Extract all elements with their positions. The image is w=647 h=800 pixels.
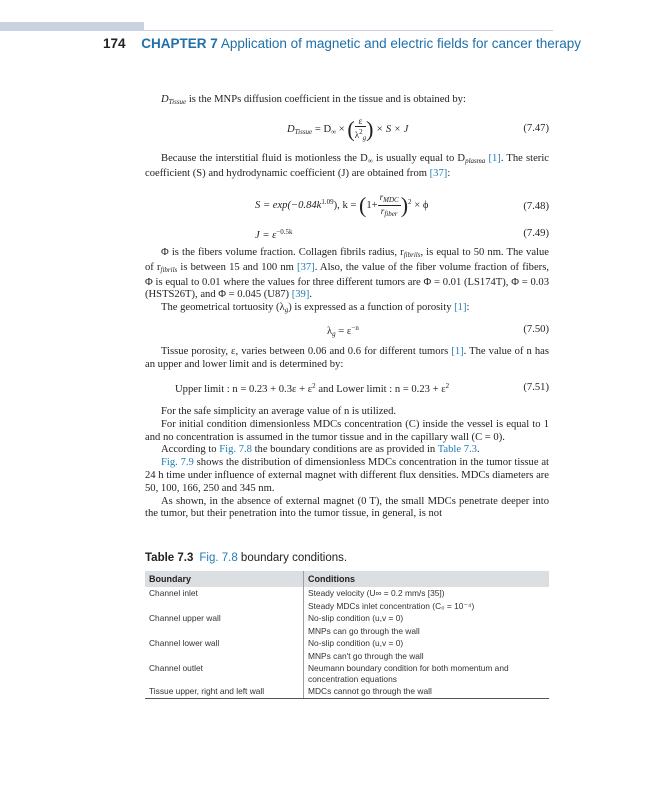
- ref-link[interactable]: [1]: [488, 153, 501, 164]
- table-row: [145, 662, 549, 685]
- table-row: [145, 650, 549, 663]
- equation-label: (7.51): [523, 382, 549, 393]
- ref-link[interactable]: Fig. 7.8: [219, 444, 252, 456]
- ref-link[interactable]: Table 7.3: [437, 444, 477, 456]
- ref-link[interactable]: Fig. 7.8: [199, 552, 238, 564]
- table-cell: MDCs cannot go through the wall: [304, 685, 550, 698]
- boundary-conditions-table: [145, 571, 549, 699]
- paragraph-6-10: For the safe simplicity an average value of n is utilized. For initial condition dimensionless MDCs concentration (C) inside the vessel is equal to 1 and no concentration is assumed in the tumor tissue and in the capillary wall (C = 0). According to Fig. 7.8 the boundary conditions are as provided in Table 7.3. Fig. 7.9 shows the distribution of dimensionless MDCs concentration in the tumor tissue at 24 h time under influence of external magnet with different flux densities. MDCs diameters are 50, 100, 166, 250 and 345 nm. As shown, in the absence of external magnet (0 T), the small MDCs penetrate deeper into the tumor, but their penetration into the tumor tissue, in general, is not: [145, 406, 549, 520]
- table-cell: Channel upper wall: [149, 613, 221, 623]
- paragraph-3: Φ is the fibers volume fraction. Collagen fibrils radius, $r_{fibrils}$, is equal to 50 nm. The value of $r_{fibrils}$ is between 15 and 100 nm [37]. Also, the value of the fiber volume fraction of fibers, Φ is equal to 0.01 where the values for three different tumors are Φ = 0.01 (LS174T), Φ = 0.03 (HSTS26T), and Φ = 0.045 (U87) [39]. The geometrical tortuosity $(\lambda_g)$ is expressed as a function of porosity [1]:: [145, 247, 549, 315]
- header-rule: [0, 30, 553, 31]
- equation-7-51: Upper limit : $n = 0.23 + 0.3\varepsilon + \varepsilon^2$ and Lower limit : $n = 0.23 + \varepsilon^2$ (7.51): [175, 382, 549, 395]
- chapter-label: CHAPTER 7: [141, 36, 218, 51]
- ref-link[interactable]: [39]: [291, 289, 310, 301]
- table-row: [145, 612, 549, 625]
- equation-label: (7.50): [523, 324, 549, 335]
- table-cell: Tissue upper, right and left wall: [145, 685, 304, 698]
- chapter-title: Application of magnetic and electric fields for cancer therapy: [220, 36, 582, 51]
- table-header-cell: Conditions: [304, 571, 550, 587]
- paragraph-1: $D_{Tissue}$ is the MNPs diffusion coefficient in the tissue and is obtained by:: [161, 94, 466, 106]
- table-cell: No-slip condition (u,v = 0): [304, 637, 550, 650]
- table-row: [145, 625, 549, 638]
- table-header-row: [145, 571, 549, 587]
- equation-7-48: $S = \exp(-0.84k^{1.09})$, k = (1+ $\frac{r_{MDC}}{r_{fiber}}$ )$^2$ × ϕ (7.48): [255, 192, 549, 218]
- equation-7-50: $\lambda_g = \varepsilon^{-n}$ (7.50): [327, 324, 549, 338]
- table-row: [145, 600, 549, 613]
- ref-link[interactable]: Fig. 7.9: [161, 457, 194, 469]
- equation-label: (7.48): [523, 201, 549, 212]
- table-cell: MNPs can't go through the wall: [304, 650, 550, 663]
- paragraph-2: Because the interstitial fluid is motionless the $D_\infty$ is usually equal to $D_{plasma}$ [1]. The steric coefficient (S) and hydrodynamic coefficient (J) are obtained from [37]:: [145, 153, 549, 179]
- page-number: 174: [103, 36, 126, 51]
- table-cell: Neumann boundary condition for both momentum and concentration equations: [304, 662, 550, 685]
- ref-link[interactable]: [37]: [297, 261, 315, 273]
- ref-link[interactable]: [37]: [429, 167, 448, 179]
- table-cell: No-slip condition (u,v = 0): [304, 612, 550, 625]
- table-cell: Channel lower wall: [149, 638, 220, 648]
- paragraph-5: Tissue porosity, ε, varies between 0.06 and 0.6 for different tumors [1]. The value of n has an upper and lower limit and is determined by:: [145, 346, 549, 370]
- ref-link[interactable]: [1]: [451, 346, 464, 357]
- equation-7-47: $D_{Tissue} = D_\infty$ × ( $\frac{\varepsilon}{\lambda^2_g}$ ) × S × J (7.47): [287, 116, 549, 142]
- table-row: [145, 685, 549, 698]
- equation-label: (7.49): [523, 228, 549, 239]
- table-cell: Channel inlet: [149, 588, 198, 598]
- table-cell: Steady velocity (U∞ = 0.2 mm/s [35]): [304, 587, 550, 600]
- table-row: [145, 587, 549, 600]
- table-row: [145, 637, 549, 650]
- table-header-cell: Boundary: [145, 571, 304, 587]
- table-cell: Channel outlet: [149, 663, 204, 673]
- table-cell: MNPs can go through the wall: [304, 625, 550, 638]
- table-cell: Steady MDCs inlet concentration (C₀ = 10⁻⁴): [304, 600, 550, 613]
- running-header: [103, 36, 581, 51]
- table-caption: Table 7.3 Fig. 7.8 boundary conditions.: [145, 552, 348, 564]
- equation-label: (7.47): [523, 123, 549, 134]
- equation-7-49: $J = \varepsilon^{-0.5k}$ (7.49): [255, 228, 549, 241]
- ref-link[interactable]: [1]: [454, 302, 467, 314]
